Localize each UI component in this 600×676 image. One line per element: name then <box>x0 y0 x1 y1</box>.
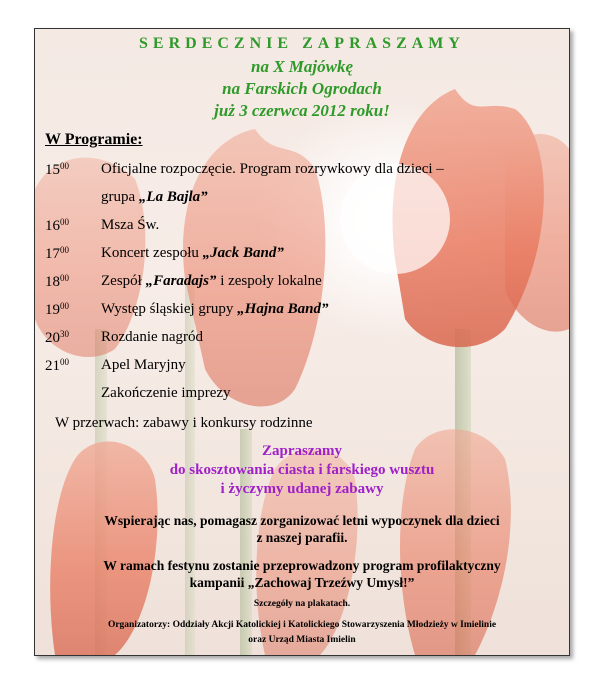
program-text: Zespół „Faradajs” i zespoły lokalne <box>101 273 322 289</box>
details-text: Szczegóły na plakatach. <box>253 599 351 609</box>
poster <box>34 28 570 656</box>
program-text: Koncert zespołu „Jack Band” <box>101 245 284 261</box>
program-text: Występ śląskiej grupy „Hajna Band” <box>101 301 329 317</box>
time: $18^{00}$ <box>45 273 69 290</box>
header-line-4: już 3 czerwca 2012 roku! <box>214 101 390 120</box>
program-text: grupa „La Bajla” <box>101 189 208 205</box>
time: $21^{00}$ <box>45 357 69 374</box>
program-text: Oficjalne rozpoczęcie. Program rozrywkowy dla dzieci – <box>101 161 444 177</box>
program-text: Zakończenie imprezy <box>101 385 231 401</box>
breaks-text: W przerwach: zabawy i konkursy rodzinne <box>55 415 313 431</box>
time: $16^{00}$ <box>45 217 69 234</box>
time: $19^{00}$ <box>45 301 69 318</box>
program-title: W Programie: <box>45 131 143 148</box>
header-line-2: na X Majówkę <box>250 57 354 76</box>
invite-line-1: Zapraszamy <box>262 443 342 459</box>
program-text: Msza Św. <box>101 217 160 233</box>
support-line-1: Wspierając nas, pomagasz zorganizować letni wypoczynek dla dzieci <box>104 513 500 528</box>
organizers-line-2: oraz Urząd Miasta Imielin <box>248 635 356 645</box>
support-line-2: z naszej parafii. <box>256 530 348 545</box>
campaign-line-1: W ramach festynu zostanie przeprowadzony program profilaktyczny <box>103 558 501 573</box>
campaign-line-2: kampanii „Zachowaj Trzeźwy Umysł!” <box>189 575 415 590</box>
time: $15^{00}$ <box>45 161 69 178</box>
program-text: Rozdanie nagród <box>101 329 204 345</box>
time: $17^{00}$ <box>45 245 69 262</box>
organizers-line-1: Organizatorzy: Oddziały Akcji Katolickiej i Katolickiego Stowarzyszenia Młodzieży w Imielinie <box>107 620 497 630</box>
invite-line-3: i życzymy udanej zabawy <box>220 481 384 497</box>
header-line-1: SERDECZNIE ZAPRASZAMY <box>139 35 465 52</box>
invite-line-2: do skosztowania ciasta i farskiego wusztu <box>169 462 435 478</box>
header-line-3: na Farskich Ogrodach <box>222 79 382 98</box>
time: $20^{30}$ <box>45 329 69 346</box>
program-text: Apel Maryjny <box>101 357 186 373</box>
